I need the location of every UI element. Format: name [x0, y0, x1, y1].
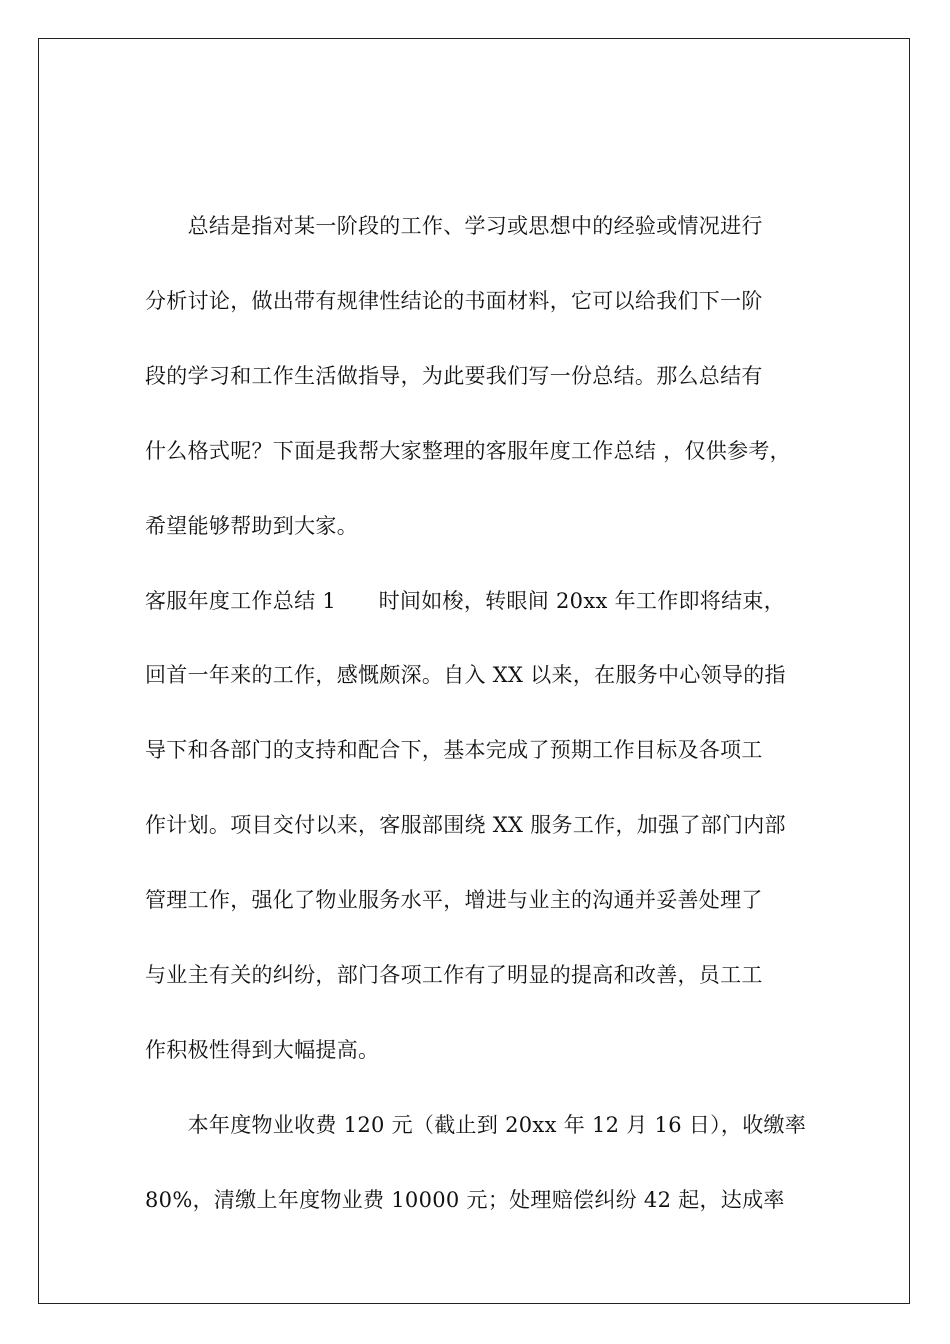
text-line: 与业主有关的纠纷，部门各项工作有了明显的提高和改善，员工工 — [145, 963, 763, 987]
text-line: 作积极性得到大幅提高。 — [145, 1038, 380, 1062]
text-line: 导下和各部门的支持和配合下，基本完成了预期工作目标及各项工 — [145, 738, 763, 762]
text-line: 80%，清缴上年度物业费 10000 元；处理赔偿纠纷 42 起，达成率 — [145, 1188, 785, 1212]
section-heading-line: 客服年度工作总结 1 时间如梭，转眼间 20xx 年工作即将结束， — [145, 589, 785, 613]
text-line: 总结是指对某一阶段的工作、学习或思想中的经验或情况进行 — [145, 214, 763, 238]
text-line: 希望能够帮助到大家。 — [145, 514, 358, 538]
text-line: 本年度物业收费 120 元（截止到 20xx 年 12 月 16 日），收缴率 — [145, 1113, 807, 1137]
text-line: 作计划。项目交付以来，客服部围绕 XX 服务工作，加强了部门内部 — [145, 813, 786, 837]
text-line: 段的学习和工作生活做指导，为此要我们写一份总结。那么总结有 — [145, 364, 763, 388]
text-line: 分析讨论，做出带有规律性结论的书面材料，它可以给我们下一阶 — [145, 289, 763, 313]
text-line: 管理工作，强化了物业服务水平，增进与业主的沟通并妥善处理了 — [145, 888, 763, 912]
text-line: 回首一年来的工作，感慨颇深。自入 XX 以来，在服务中心领导的指 — [145, 663, 786, 687]
text-line: 什么格式呢？下面是我帮大家整理的客服年度工作总结 ，仅供参考， — [145, 439, 791, 463]
